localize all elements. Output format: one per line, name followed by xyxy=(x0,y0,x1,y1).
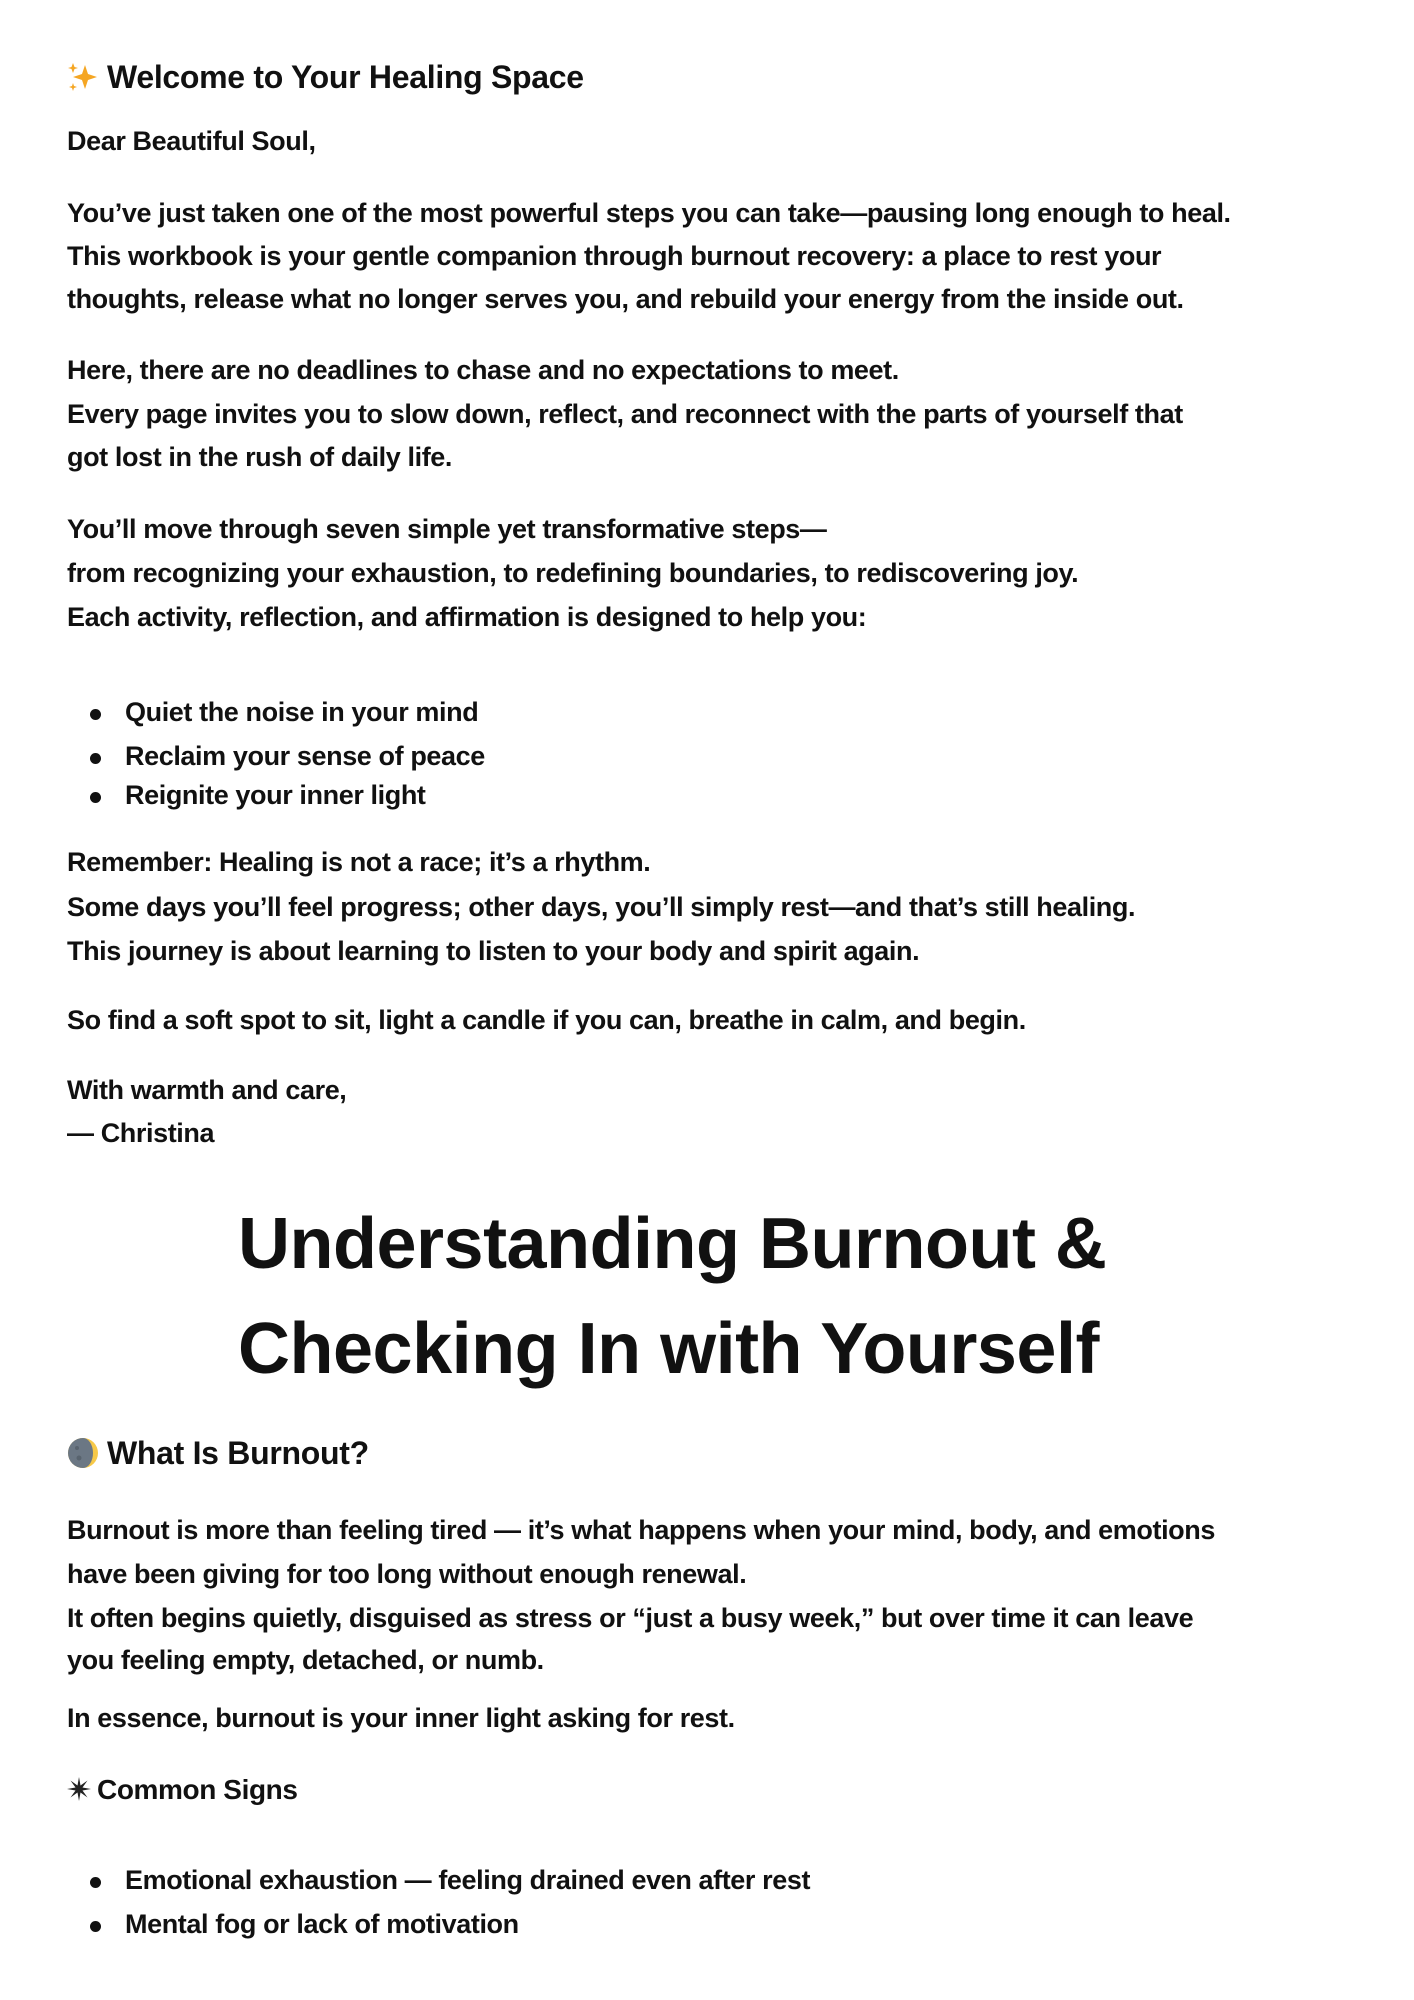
bullet-icon xyxy=(90,753,101,764)
para2-line: Every page invites you to slow down, reflect, and reconnect with the parts of yourself that xyxy=(67,399,1183,429)
burnout-para-line: you feeling empty, detached, or numb. xyxy=(67,1645,544,1675)
para4-line: Some days you’ll feel progress; other days, you’ll simply rest—and that’s still healing. xyxy=(67,892,1136,922)
para5: So find a soft spot to sit, light a candle if you can, breathe in calm, and begin. xyxy=(67,1005,1026,1035)
burnout-para-line: have been giving for too long without enough renewal. xyxy=(67,1559,747,1589)
common-signs-title: Common Signs xyxy=(97,1774,298,1805)
para1-line: This workbook is your gentle companion through burnout recovery: a place to rest your xyxy=(67,241,1162,271)
list-item: Reignite your inner light xyxy=(125,780,426,810)
para3-line: from recognizing your exhaustion, to redefining boundaries, to rediscovering joy. xyxy=(67,558,1079,588)
list-item: Emotional exhaustion — feeling drained even after rest xyxy=(125,1865,811,1895)
section-title-line: Understanding Burnout & xyxy=(238,1204,1107,1284)
bullet-icon xyxy=(90,709,101,720)
bullet-icon xyxy=(90,1921,101,1932)
eight-pointed-star-icon xyxy=(67,1775,91,1809)
para3-line: You’ll move through seven simple yet transformative steps— xyxy=(67,514,827,544)
list-item: Mental fog or lack of motivation xyxy=(125,1909,519,1939)
essence-line: In essence, burnout is your inner light asking for rest. xyxy=(67,1703,735,1733)
para4-line: This journey is about learning to listen to your body and spirit again. xyxy=(67,936,920,966)
para2-line: Here, there are no deadlines to chase and no expectations to meet. xyxy=(67,355,899,385)
moon-icon xyxy=(67,1437,99,1475)
what-is-burnout-title: What Is Burnout? xyxy=(107,1435,369,1471)
common-signs-heading xyxy=(67,1773,298,1809)
signoff-signature: — Christina xyxy=(67,1118,215,1148)
greeting: Dear Beautiful Soul, xyxy=(67,126,316,156)
burnout-para-line: Burnout is more than feeling tired — it’s what happens when your mind, body, and emotions xyxy=(67,1515,1215,1545)
welcome-heading xyxy=(67,60,584,99)
para1-line: thoughts, release what no longer serves you, and rebuild your energy from the inside out. xyxy=(67,284,1184,314)
para1-line: You’ve just taken one of the most powerful steps you can take—pausing long enough to heal. xyxy=(67,198,1231,228)
burnout-para-line: It often begins quietly, disguised as stress or “just a busy week,” but over time it can leave xyxy=(67,1603,1194,1633)
list-item: Quiet the noise in your mind xyxy=(125,697,479,727)
signoff-line: With warmth and care, xyxy=(67,1075,347,1105)
welcome-title: Welcome to Your Healing Space xyxy=(107,59,584,95)
para4-line: Remember: Healing is not a race; it’s a rhythm. xyxy=(67,847,651,877)
sparkles-icon xyxy=(67,61,99,99)
bullet-icon xyxy=(90,792,101,803)
para2-line: got lost in the rush of daily life. xyxy=(67,442,453,472)
list-item: Reclaim your sense of peace xyxy=(125,741,485,771)
section-title-line: Checking In with Yourself xyxy=(238,1309,1099,1389)
bullet-icon xyxy=(90,1877,101,1888)
what-is-burnout-heading xyxy=(67,1436,369,1475)
para3-line: Each activity, reflection, and affirmation is designed to help you: xyxy=(67,602,867,632)
